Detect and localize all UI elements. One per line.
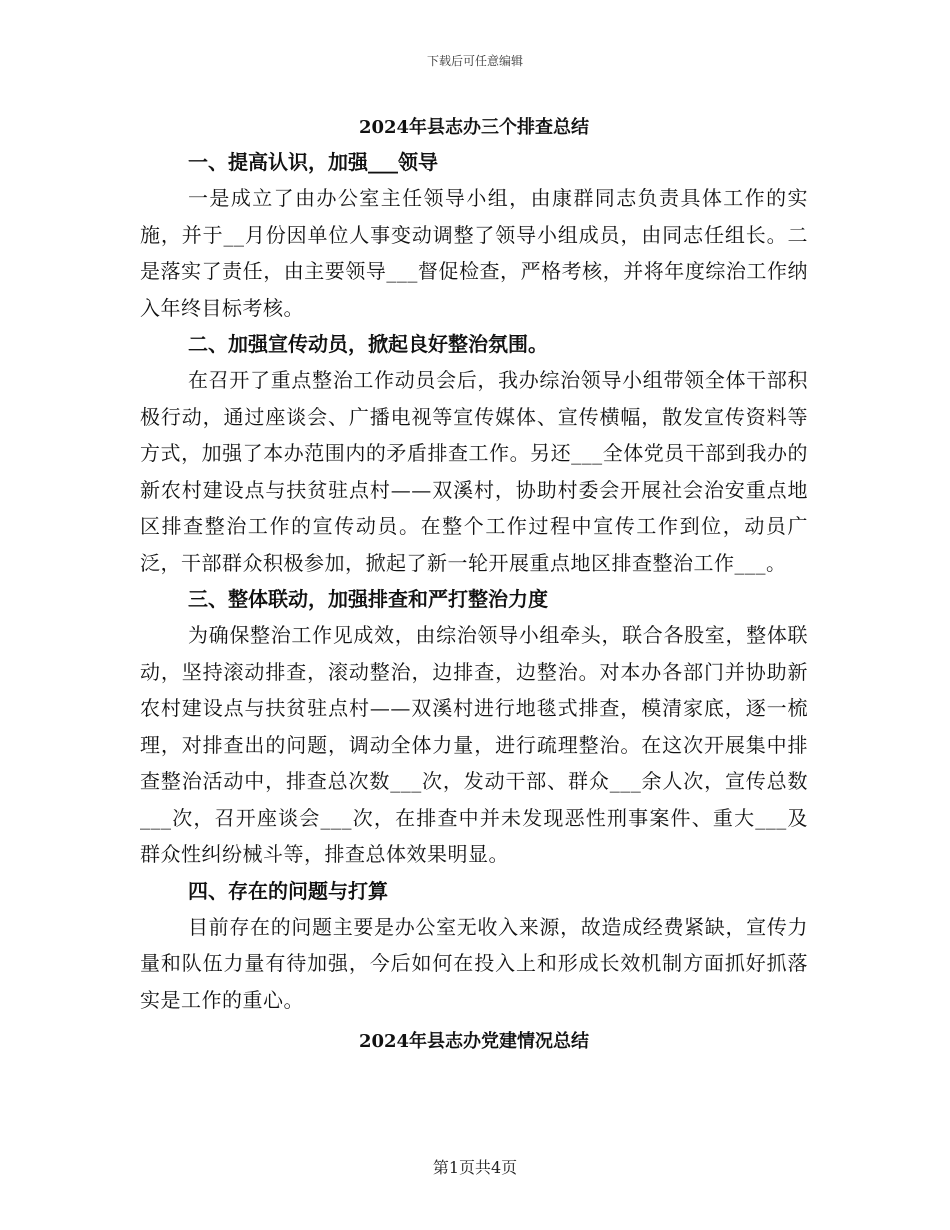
section-heading-3: 三、整体联动，加强排查和严打整治力度 xyxy=(188,587,548,611)
section-heading-4: 四、存在的问题与打算 xyxy=(188,878,388,903)
section-paragraph-4: 目前存在的问题主要是办公室无收入来源，故造成经费紧缺，宣传力量和队伍力量有待加强，今后如何在投入上和形成长效机制方面抓好抓落实是工作的重心。 xyxy=(140,914,808,1012)
document-title: 2024年县志办三个排查总结 xyxy=(358,117,590,138)
document-body xyxy=(140,112,808,1058)
section-paragraph-1: 一是成立了由办公室主任领导小组，由康群同志负责具体工作的实施，并于__月份因单位人事变动调整了领导小组成员，由同志任组长。二是落实了责任，由主要领导___督促检查，严格考核，并将年度综治工作纳入年终目标考核。 xyxy=(140,186,808,320)
section-heading-2: 二、加强宣传动员，掀起良好整治氛围。 xyxy=(188,332,548,356)
page-header-note: 下载后可任意编辑 xyxy=(426,54,523,68)
page-number: 第1页共4页 xyxy=(432,1158,518,1177)
next-document-title: 2024年县志办党建情况总结 xyxy=(358,1031,590,1052)
section-heading-1: 一、提高认识，加强___领导 xyxy=(188,150,438,174)
section-paragraph-3: 为确保整治工作见成效，由综治领导小组牵头，联合各股室，整体联动，坚持滚动排查，滚动整治，边排查，边整治。对本办各部门并协助新农村建设点与扶贫驻点村——双溪村进行地毯式排查，模清家底，逐一梳理，对排查出的问题，调动全体力量，进行疏理整治。在这次开展集中排查整治活动中，排查总次数___次，发动干部、群众___余人次，宣传总数___次，召开座谈会___次，在排查中并未发现恶性刑事案件、重大___及群众性纠纷械斗等，排查总体效果明显。 xyxy=(140,623,808,866)
section-paragraph-2: 在召开了重点整治工作动员会后，我办综治领导小组带领全体干部积极行动，通过座谈会、广播电视等宣传媒体、宣传横幅，散发宣传资料等方式，加强了本办范围内的矛盾排查工作。另还___全体党员干部到我办的新农村建设点与扶贫驻点村——双溪村，协助村委会开展社会治安重点地区排查整治工作的宣传动员。在整个工作过程中宣传工作到位，动员广泛，干部群众积极参加，掀起了新一轮开展重点地区排查整治工作___。 xyxy=(140,368,808,575)
